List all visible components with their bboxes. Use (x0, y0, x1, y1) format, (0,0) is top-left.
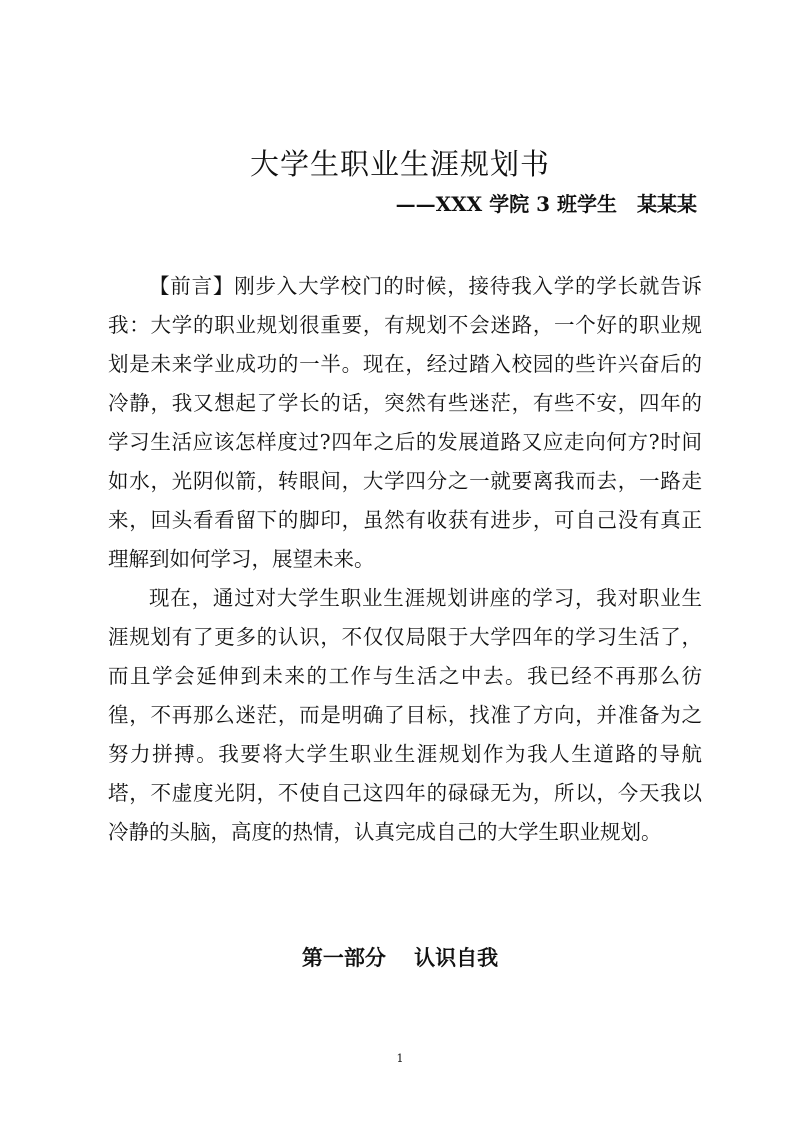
paragraph-planning: 现在，通过对大学生职业生涯规划讲座的学习，我对职业生涯规划有了更多的认识，不仅仅局限于大学四年的学习生活了，而且学会延伸到未来的工作与生活之中去。我已经不再那么彷徨，不再那么迷茫，而是明确了目标，找准了方向，并准备为之努力拼搏。我要将大学生职业生涯规划作为我人生道路的导航塔，不虚度光阴，不使自己这四年的碌碌无为，所以，今天我以冷静的头脑，高度的热情，认真完成自己的大学生职业规划。 (108, 586, 702, 844)
document-subtitle: ——XXX 学院 3 班学生 某某某 (395, 192, 697, 216)
paragraph-preface: 【前言】刚步入大学校门的时候，接待我入学的学长就告诉我：大学的职业规划很重要，有规划不会迷路，一个好的职业规划是未来学业成功的一半。现在，经过踏入校园的些许兴奋后的冷静，我又想起了学长的话，突然有些迷茫，有些不安，四年的学习生活应该怎样度过?四年之后的发展道路又应走向何方?时间如水，光阴似箭，转眼间，大学四分之一就要离我而去，一路走来，回头看看留下的脚印，虽然有收获有进步，可自己没有真正理解到如何学习，展望未来。 (108, 274, 702, 571)
document-body (108, 267, 702, 852)
section-heading: 第一部分 认识自我 (301, 946, 499, 970)
page-number: 1 (396, 1052, 404, 1065)
document-title: 大学生职业生涯规划书 (249, 147, 550, 181)
